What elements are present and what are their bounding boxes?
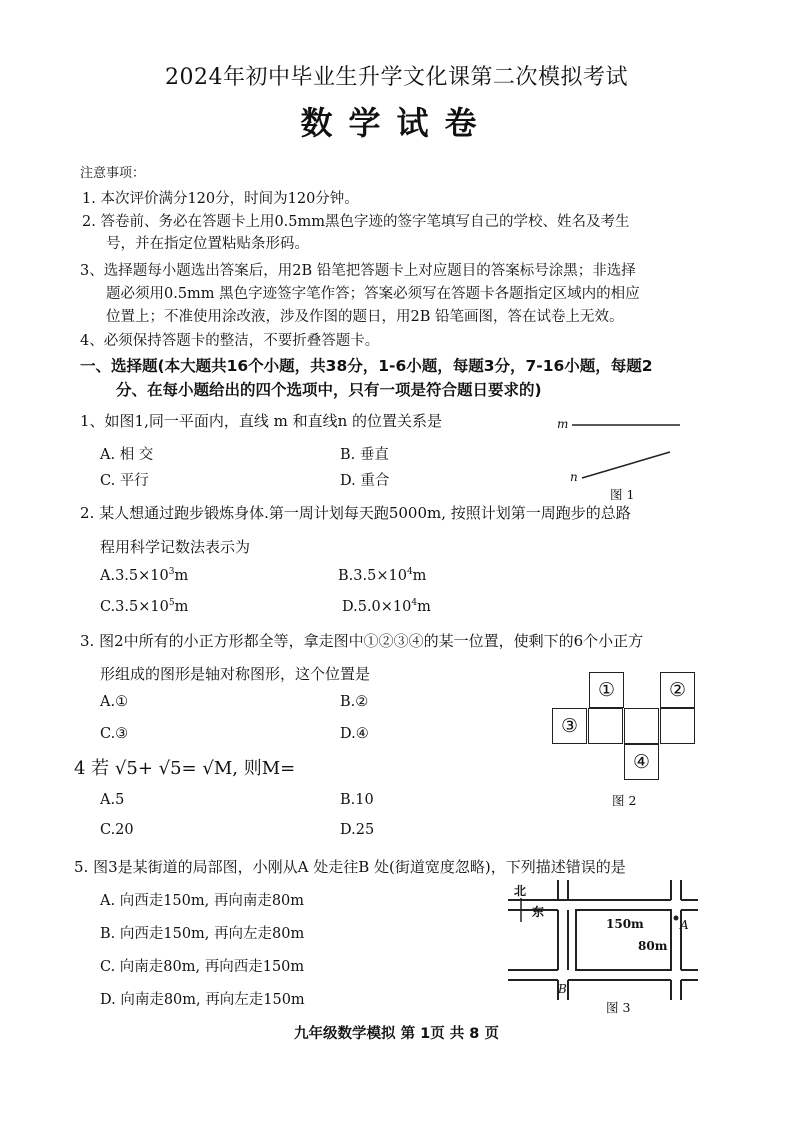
note-3-line3: 位置上；不准使用涂改液，涉及作图的题日，用2B 铅笔画图，答在试卷上无效。 bbox=[106, 309, 624, 325]
square-4: ④ bbox=[624, 744, 659, 780]
square-3: ③ bbox=[552, 708, 587, 744]
q1-stem: 1、如图1,同一平面内，直线 m 和直线n 的位置关系是 bbox=[80, 412, 443, 430]
figure-2 bbox=[552, 672, 697, 784]
point-a-marker bbox=[674, 916, 679, 921]
page-footer: 九年级数学模拟 第 1页 共 8 页 bbox=[294, 1026, 499, 1042]
label-m: m bbox=[557, 417, 569, 431]
figure-1-caption: 图 1 bbox=[610, 487, 635, 502]
q5-option-d: D. 向南走80m, 再向左走150m bbox=[100, 992, 305, 1008]
q4-stem: 4 若 √5+ √5= √M, 则M= bbox=[74, 758, 296, 779]
compass-north-label: 北 bbox=[514, 884, 527, 898]
q3-option-b: B.② bbox=[340, 694, 369, 710]
q2-option-b: $B.3.5\times 10^4m$ bbox=[338, 567, 427, 584]
q5-stem: 5. 图3是某街道的局部图，小刚从A 处走往B 处(街道宽度忽略)，下列描述错误的是 bbox=[74, 858, 626, 876]
note-2-line2: 号，并在指定位置粘贴条形码。 bbox=[106, 236, 309, 252]
square-plain-c bbox=[660, 708, 695, 744]
line-n bbox=[582, 452, 670, 478]
figure-2-caption: 图 2 bbox=[612, 793, 637, 808]
q5-option-c: C. 向南走80m, 再向西走150m bbox=[100, 959, 305, 975]
q3-stem-line1: 3. 图2中所有的小正方形都全等，拿走图中①②③④的某一位置，使剩下的6个小正方 bbox=[80, 632, 644, 650]
note-1: 1. 本次评价满分120分，时间为120分钟。 bbox=[82, 191, 359, 207]
q1-option-d: D. 重合 bbox=[340, 473, 390, 489]
q3-stem-line2: 形组成的图形是轴对称图形，这个位置是 bbox=[100, 665, 371, 683]
q3-option-a: A.① bbox=[100, 694, 129, 710]
note-3-line1: 3、选择题每小题选出答案后，用2B 铅笔把答题卡上对应题目的答案标号涂黑；非选择 bbox=[80, 263, 636, 279]
q1-option-b: B. 垂直 bbox=[340, 447, 389, 463]
figure-3-caption: 图 3 bbox=[606, 1000, 631, 1015]
square-plain-b bbox=[624, 708, 659, 744]
q1-option-c: C. 平行 bbox=[100, 473, 149, 489]
q3-option-c: C.③ bbox=[100, 726, 129, 742]
compass-east-label: 东 bbox=[532, 905, 545, 919]
q5-option-a: A. 向西走150m, 再向南走80m bbox=[100, 893, 305, 909]
point-a-label: A bbox=[680, 918, 689, 932]
note-3-line2: 题必须用0.5mm 黑色字迹签字笔作答；答案必须写在答题卡各题指定区域内的相应 bbox=[106, 286, 640, 302]
exam-title: 2024年初中毕业生升学文化课第二次模拟考试 bbox=[165, 65, 628, 90]
notes-heading: 注意事项： bbox=[80, 166, 146, 181]
section-heading-line1: 一、选择题(本大题共16个小题，共38分，1-6小题，每题3分，7-16小题，每题2 bbox=[80, 357, 653, 375]
square-plain-a bbox=[588, 708, 623, 744]
q4-option-d: D.25 bbox=[340, 822, 375, 838]
note-4: 4、必须保持答题卡的整洁，不要折叠答题卡。 bbox=[80, 333, 380, 349]
label-n: n bbox=[570, 470, 578, 484]
q3-option-d: D.④ bbox=[340, 726, 369, 742]
distance-80m: 80m bbox=[638, 939, 668, 953]
exam-subject-title: 数学试卷 bbox=[300, 104, 493, 142]
figure-3 bbox=[508, 880, 698, 1000]
q5-option-b: B. 向西走150m, 再向左走80m bbox=[100, 926, 305, 942]
q4-option-c: C.20 bbox=[100, 822, 134, 838]
q2-stem-line1: 2. 某人想通过跑步锻炼身体.第一周计划每天跑5000m, 按照计划第一周跑步的总路 bbox=[80, 504, 631, 522]
square-1: ① bbox=[589, 672, 624, 708]
square-2: ② bbox=[660, 672, 695, 708]
q4-option-b: B.10 bbox=[340, 792, 374, 808]
q2-option-d: $D.5.0\times 10^4m$ bbox=[342, 598, 431, 615]
point-b-label: B bbox=[558, 982, 567, 996]
distance-150m: 150m bbox=[606, 917, 644, 931]
q2-option-a: $A.3.5\times 10^3m$ bbox=[100, 567, 189, 584]
note-2-line1: 2. 答卷前、务必在答题卡上用0.5mm黑色字迹的签字笔填写自己的学校、姓名及考生 bbox=[82, 214, 630, 230]
q4-option-a: A.5 bbox=[100, 792, 125, 808]
q2-option-c: $C.3.5\times 10^5m$ bbox=[100, 598, 189, 615]
q1-option-a: A. 相 交 bbox=[100, 447, 154, 463]
q2-stem-line2: 程用科学记数法表示为 bbox=[100, 538, 251, 556]
section-heading-line2: 分、在每小题给出的四个选项中，只有一项是符合题日要求的) bbox=[116, 381, 542, 399]
